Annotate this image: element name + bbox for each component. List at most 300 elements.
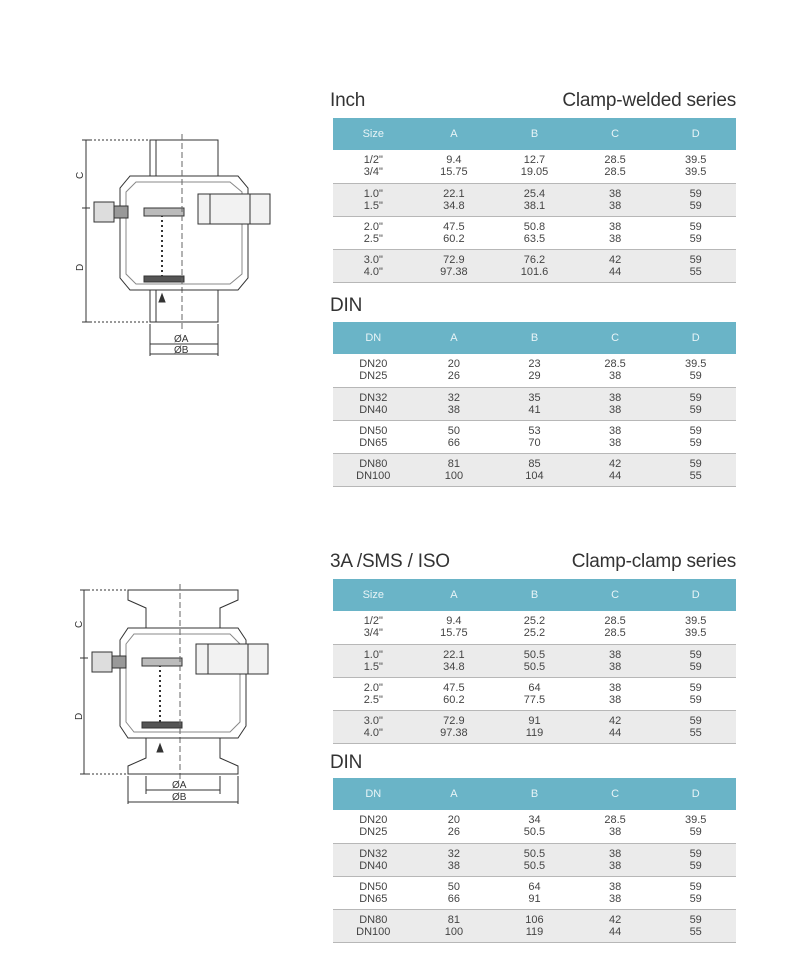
cell-value: 38 [608,403,622,416]
table-cell [575,644,656,677]
cell-value: 44 [608,726,622,739]
table-cell [575,150,656,183]
table-cell [414,150,495,183]
table-cell [414,183,495,216]
cell-value: 59 [689,391,702,404]
table-cell [575,216,656,249]
table-cell [575,611,656,644]
table-cell [494,876,575,909]
cell-value: 38 [608,660,622,673]
cell-value: 59 [689,681,702,694]
table-row [333,677,736,710]
table-cell [494,354,575,387]
cell-value: 39.5 [684,627,707,640]
cell-value: 55 [689,469,702,482]
cell-value: 59 [689,403,702,416]
cell-value: DN25 [359,826,388,839]
table-cell [655,611,736,644]
table-cell [494,420,575,453]
table-row [333,644,736,677]
table-cell [575,810,656,843]
table-row [333,909,736,942]
cell-value: DN20 [359,814,388,827]
table-cell [655,249,736,282]
cell-value: 39.5 [684,154,707,167]
column-header: A [414,778,495,810]
cell-value: 106 [525,913,544,926]
table-cell [575,249,656,282]
cell-value: 22.1 [443,648,465,661]
cell-value: 59 [689,436,702,449]
cell-value: 38 [608,391,622,404]
table-cell [494,677,575,710]
cell-value: 39.5 [684,166,707,179]
cell-value: DN25 [359,370,388,383]
cell-value: 9.4 [446,154,462,167]
dimension-b-label: ØB [174,345,189,356]
valve-drawing-clamp-welded [70,130,290,370]
table-cell [655,710,736,743]
cell-value: 44 [608,469,622,482]
cell-value: 38 [608,199,622,212]
table-cell [414,843,495,876]
cell-value: 66 [447,892,461,905]
cell-value: 1.0" [363,648,383,661]
column-header: DN [333,322,414,354]
cell-value: DN80 [359,913,388,926]
column-header: A [414,579,495,611]
cell-value: 101.6 [520,265,549,278]
table-cell [333,876,414,909]
cell-value: 72.9 [443,253,465,266]
table-cell [494,183,575,216]
cell-value: 32 [447,391,461,404]
column-header: D [655,118,736,150]
cell-value: 119 [525,726,544,739]
table-cell [575,183,656,216]
cell-value: 15.75 [440,627,468,640]
cell-value: 50.5 [523,847,546,860]
cell-value: 1/2" [363,154,383,167]
table-header-row [333,118,736,150]
cell-value: 20 [447,358,461,371]
table-row [333,216,736,249]
spec-table-din-clamp-clamp [333,778,736,943]
table-cell [575,453,656,486]
cell-value: 1.0" [363,187,383,200]
cell-value: 53 [528,424,541,437]
cell-value: 38 [608,826,622,839]
spec-table-din-clamp-welded [333,322,736,487]
cell-value: 59 [689,880,702,893]
cell-value: 59 [689,457,702,470]
table-cell [414,387,495,420]
cell-value: 28.5 [604,615,626,628]
table-cell [575,876,656,909]
cell-value: 28.5 [604,166,626,179]
table-cell [333,909,414,942]
cell-value: 39.5 [684,358,707,371]
cell-value: 26 [447,826,461,839]
cell-value: 38 [608,370,622,383]
dimension-d-label: D [74,712,85,720]
section-title-din: DIN [330,295,363,316]
column-header: B [494,118,575,150]
cell-value: 1.5" [363,660,383,673]
table-cell [575,843,656,876]
column-header: Size [333,579,414,611]
table-cell [333,611,414,644]
cell-value: 60.2 [443,693,465,706]
cell-value: 38 [608,232,622,245]
cell-value: DN50 [359,880,388,893]
cell-value: 59 [689,847,702,860]
cell-value: 60.2 [443,232,465,245]
cell-value: 55 [689,925,702,938]
table-cell [655,420,736,453]
spec-table-3a-sms-iso-clamp-clamp [333,579,736,744]
cell-value: DN40 [359,859,388,872]
cell-value: 2.5" [363,693,383,706]
cell-value: 38 [608,693,622,706]
cell-value: 23 [528,358,541,371]
table-cell [414,611,495,644]
cell-value: 44 [608,925,622,938]
cell-value: 38 [608,847,622,860]
cell-value: DN40 [359,403,388,416]
cell-value: 38.1 [523,199,546,212]
cell-value: 28.5 [604,814,626,827]
cell-value: 59 [689,660,702,673]
table-cell [655,810,736,843]
cell-value: 50 [447,424,461,437]
cell-value: 50.5 [523,660,546,673]
cell-value: 59 [689,220,702,233]
table-cell [333,183,414,216]
cell-value: 3.0" [363,714,383,727]
dimension-a-label: ØA [172,780,187,791]
table-cell [494,216,575,249]
cell-value: DN65 [359,892,388,905]
table-header-row [333,579,736,611]
cell-value: 12.7 [523,154,546,167]
cell-value: DN65 [359,436,388,449]
cell-value: 38 [608,880,622,893]
table-cell [655,644,736,677]
table-cell [494,810,575,843]
cell-value: 66 [447,436,461,449]
table-cell [655,150,736,183]
table-cell [414,249,495,282]
table-cell [414,710,495,743]
cell-value: 55 [689,265,702,278]
cell-value: 38 [608,681,622,694]
cell-value: 38 [447,403,461,416]
table-cell [655,677,736,710]
series-title-clamp-welded: Clamp-welded series [562,90,736,111]
cell-value: 38 [608,220,622,233]
cell-value: 119 [525,925,544,938]
cell-value: 41 [528,403,541,416]
table-cell [333,843,414,876]
cell-value: 38 [608,892,622,905]
dimension-b-label: ØB [172,792,187,803]
cell-value: 2.0" [363,681,383,694]
cell-value: 59 [689,714,702,727]
table-cell [333,354,414,387]
table-cell [655,387,736,420]
cell-value: 25.2 [523,615,546,628]
cell-value: 26 [447,370,461,383]
table-cell [494,909,575,942]
cell-value: 4.0" [363,726,383,739]
table-row [333,420,736,453]
cell-value: 104 [525,469,544,482]
table-row [333,710,736,743]
dimension-a-label: ØA [174,334,189,345]
cell-value: 38 [608,424,622,437]
column-header: D [655,579,736,611]
table-row [333,876,736,909]
valve-drawing-clamp-clamp [70,582,290,812]
column-header: Size [333,118,414,150]
dimension-d-label: D [75,263,86,271]
cell-value: 44 [608,265,622,278]
cell-value: 85 [528,457,541,470]
table-cell [414,677,495,710]
cell-value: 34.8 [443,199,465,212]
cell-value: 29 [528,370,541,383]
cell-value: 59 [689,232,702,245]
cell-value: 1.5" [363,199,383,212]
table-cell [333,387,414,420]
cell-value: 59 [689,892,702,905]
table-cell [575,420,656,453]
cell-value: 59 [689,199,702,212]
section-title-3a-sms-iso: 3A /SMS / ISO [330,551,450,572]
cell-value: 81 [447,457,461,470]
cell-value: 59 [689,859,702,872]
cell-value: 59 [689,693,702,706]
cell-value: DN80 [359,457,388,470]
table-cell [655,216,736,249]
cell-value: 50 [447,880,461,893]
cell-value: 72.9 [443,714,465,727]
table-cell [655,354,736,387]
column-header: A [414,118,495,150]
cell-value: 100 [444,925,464,938]
cell-value: 38 [608,436,622,449]
cell-value: 55 [689,726,702,739]
cell-value: 4.0" [363,265,383,278]
table-row [333,810,736,843]
table-cell [575,387,656,420]
dimension-c-label: C [74,620,85,628]
cell-value: 32 [447,847,461,860]
cell-value: 1/2" [363,615,383,628]
table-row [333,354,736,387]
table-cell [333,216,414,249]
cell-value: 59 [689,826,702,839]
cell-value: 81 [447,913,461,926]
table-row [333,387,736,420]
column-header: B [494,778,575,810]
table-cell [494,843,575,876]
cell-value: 2.0" [363,220,383,233]
cell-value: 34.8 [443,660,465,673]
cell-value: 97.38 [440,726,468,739]
table-cell [575,677,656,710]
table-cell [414,354,495,387]
section-title-din: DIN [330,752,363,773]
table-cell [575,354,656,387]
cell-value: 34 [528,814,541,827]
cell-value: 19.05 [520,166,549,179]
cell-value: 64 [528,681,541,694]
cell-value: DN100 [356,925,391,938]
column-header: DN [333,778,414,810]
cell-value: 91 [528,892,541,905]
table-cell [494,387,575,420]
table-row [333,843,736,876]
cell-value: 47.5 [443,220,465,233]
table-cell [333,644,414,677]
table-cell [333,249,414,282]
cell-value: 25.2 [523,627,546,640]
table-cell [414,644,495,677]
cell-value: 50.5 [523,648,546,661]
cell-value: 63.5 [523,232,546,245]
cell-value: 28.5 [604,358,626,371]
cell-value: 22.1 [443,187,465,200]
table-cell [494,150,575,183]
table-cell [333,453,414,486]
cell-value: 59 [689,253,702,266]
table-cell [655,909,736,942]
cell-value: 28.5 [604,154,626,167]
table-cell [655,453,736,486]
cell-value: 76.2 [523,253,546,266]
cell-value: 42 [608,253,622,266]
table-cell [494,644,575,677]
table-cell [414,453,495,486]
cell-value: 59 [689,187,702,200]
table-row [333,453,736,486]
table-cell [655,843,736,876]
cell-value: 59 [689,648,702,661]
cell-value: 59 [689,424,702,437]
cell-value: 59 [689,913,702,926]
cell-value: 59 [689,370,702,383]
cell-value: 91 [528,714,541,727]
table-cell [333,420,414,453]
cell-value: 20 [447,814,461,827]
table-cell [414,876,495,909]
column-header: D [655,778,736,810]
table-cell [414,216,495,249]
table-cell [333,677,414,710]
cell-value: 3/4" [363,166,383,179]
cell-value: 97.38 [440,265,468,278]
table-row [333,249,736,282]
column-header: B [494,322,575,354]
cell-value: DN20 [359,358,388,371]
column-header: C [575,118,656,150]
column-header: C [575,778,656,810]
series-title-clamp-clamp: Clamp-clamp series [571,551,736,572]
cell-value: 77.5 [523,693,546,706]
cell-value: 38 [447,859,461,872]
cell-value: 25.4 [523,187,546,200]
cell-value: 3.0" [363,253,383,266]
cell-value: 38 [608,648,622,661]
cell-value: 42 [608,913,622,926]
cell-value: 64 [528,880,541,893]
cell-value: DN50 [359,424,388,437]
table-cell [575,710,656,743]
cell-value: 9.4 [446,615,462,628]
table-cell [333,150,414,183]
table-cell [575,909,656,942]
table-row [333,183,736,216]
cell-value: DN100 [356,469,391,482]
table-cell [333,810,414,843]
table-cell [655,876,736,909]
table-cell [494,453,575,486]
cell-value: 70 [528,436,541,449]
table-cell [414,420,495,453]
table-cell [414,909,495,942]
cell-value: DN32 [359,391,388,404]
cell-value: 28.5 [604,627,626,640]
table-header-row [333,778,736,810]
cell-value: 50.5 [523,859,546,872]
table-header-row [333,322,736,354]
column-header: C [575,579,656,611]
cell-value: 35 [528,391,541,404]
column-header: D [655,322,736,354]
cell-value: 39.5 [684,814,707,827]
cell-value: 47.5 [443,681,465,694]
table-cell [655,183,736,216]
cell-value: DN32 [359,847,388,860]
table-cell [494,710,575,743]
cell-value: 100 [444,469,464,482]
table-cell [494,611,575,644]
column-header: A [414,322,495,354]
cell-value: 38 [608,187,622,200]
column-header: B [494,579,575,611]
dimension-c-label: C [75,171,86,179]
cell-value: 38 [608,859,622,872]
table-cell [333,710,414,743]
spec-table-inch-clamp-welded [333,118,736,283]
column-header: C [575,322,656,354]
table-cell [414,810,495,843]
cell-value: 50.8 [523,220,546,233]
cell-value: 50.5 [523,826,546,839]
cell-value: 2.5" [363,232,383,245]
table-row [333,611,736,644]
table-row [333,150,736,183]
cell-value: 42 [608,714,622,727]
cell-value: 3/4" [363,627,383,640]
cell-value: 39.5 [684,615,707,628]
section-title-inch: Inch [330,90,366,111]
cell-value: 15.75 [440,166,468,179]
cell-value: 42 [608,457,622,470]
table-cell [494,249,575,282]
